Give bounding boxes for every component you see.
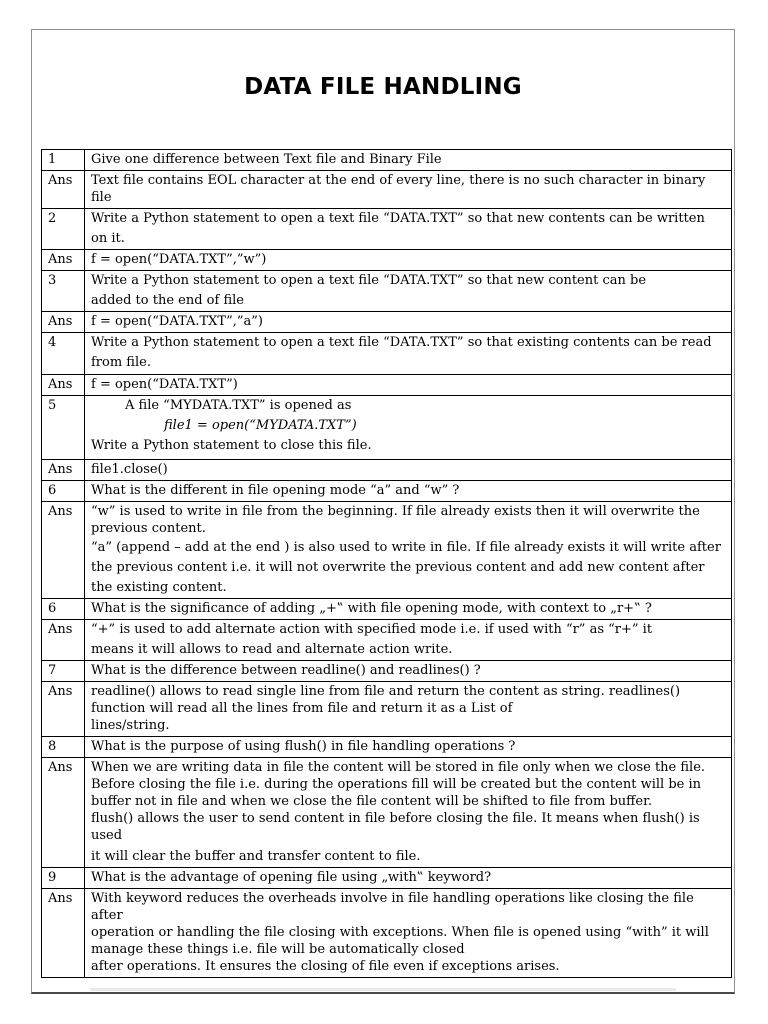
- text-line: What is the significance of adding „+‟ with file opening mode, with context to „r+‟ ?: [91, 601, 652, 616]
- text-line: the previous content i.e. it will not overwrite the previous content and add new content after: [91, 560, 705, 575]
- text-line: operation or handling the file closing with exceptions. When file is opened using “with” it will: [91, 925, 709, 940]
- question-number: 6: [42, 599, 85, 620]
- text-line: f = open(“DATA.TXT”,”w”): [91, 252, 267, 267]
- question-text: [85, 661, 732, 682]
- text-line: A file “MYDATA.TXT” is opened as: [125, 398, 352, 413]
- text-line: What is the difference between readline() and readlines() ?: [91, 663, 481, 678]
- text-line: file1 = open(“MYDATA.TXT”): [164, 418, 357, 433]
- answer-text: [85, 171, 732, 209]
- text-line: “a” (append – add at the end ) is also used to write in file. If file already exists it will write after: [91, 540, 721, 555]
- answer-label: Ans: [42, 758, 85, 868]
- question-row: [42, 661, 732, 682]
- question-number: 4: [42, 333, 85, 375]
- text-line: f = open(“DATA.TXT”,”a”): [91, 314, 263, 329]
- answer-text: [85, 312, 732, 333]
- answer-row: [42, 250, 732, 271]
- answer-row: [42, 460, 732, 481]
- answer-row: [42, 620, 732, 661]
- text-line: Write a Python statement to open a text file “DATA.TXT” so that new content can be: [91, 273, 647, 288]
- question-row: [42, 481, 732, 502]
- answer-label: Ans: [42, 502, 85, 599]
- text-line: Write a Python statement to open a text file “DATA.TXT” so that existing contents can be read: [91, 335, 712, 350]
- question-text: [85, 209, 732, 250]
- question-text: [85, 868, 732, 889]
- text-line: Write a Python statement to close this file.: [91, 438, 372, 453]
- answer-text: [85, 460, 732, 481]
- text-line: What is the advantage of opening file using „with‟ keyword?: [91, 870, 492, 885]
- answer-row: [42, 171, 732, 209]
- answer-label: Ans: [42, 171, 85, 209]
- text-line: f = open(“DATA.TXT”): [91, 377, 238, 392]
- text-line: added to the end of file: [91, 293, 244, 308]
- answer-row: [42, 375, 732, 396]
- answer-label: Ans: [42, 460, 85, 481]
- question-number: 7: [42, 661, 85, 682]
- answer-text: [85, 502, 732, 599]
- question-text: [85, 150, 732, 171]
- answer-text: [85, 889, 732, 978]
- text-line: lines/string.: [91, 718, 170, 733]
- question-row: [42, 333, 732, 375]
- text-line: With keyword reduces the overheads involve in file handling operations like closing the file after: [91, 891, 694, 923]
- qa-table: [41, 149, 732, 978]
- answer-row: [42, 682, 732, 737]
- answer-text: [85, 375, 732, 396]
- text-line: after operations. It ensures the closing of file even if exceptions arises.: [91, 959, 560, 974]
- question-text: [85, 396, 732, 460]
- answer-label: Ans: [42, 312, 85, 333]
- answer-label: Ans: [42, 889, 85, 978]
- text-line: previous content.: [91, 521, 206, 536]
- text-line: readline() allows to read single line from file and return the content as string. readlines(): [91, 684, 681, 699]
- text-line: it will clear the buffer and transfer content to file.: [91, 849, 421, 864]
- question-number: 5: [42, 396, 85, 460]
- answer-text: [85, 758, 732, 868]
- text-line: on it.: [91, 231, 125, 246]
- question-row: [42, 271, 732, 312]
- question-row: [42, 150, 732, 171]
- text-line: Before closing the file i.e. during the operations fill will be created but the content will be in: [91, 777, 701, 792]
- question-row: [42, 396, 732, 460]
- question-row: [42, 868, 732, 889]
- text-line: “w” is used to write in file from the beginning. If file already exists then it will overwrite the: [91, 504, 700, 519]
- text-line: Text file contains EOL character at the end of every line, there is no such character in binary file: [91, 173, 706, 205]
- page-title: DATA FILE HANDLING: [244, 74, 522, 100]
- page-footer-bar: [90, 988, 676, 991]
- text-line: means it will allows to read and alternate action write.: [91, 642, 453, 657]
- text-line: When we are writing data in file the content will be stored in file only when we close the file.: [91, 760, 706, 775]
- answer-row: [42, 758, 732, 868]
- question-text: [85, 599, 732, 620]
- question-number: 1: [42, 150, 85, 171]
- text-line: What is the different in file opening mode “a” and “w” ?: [91, 483, 460, 498]
- answer-text: [85, 250, 732, 271]
- answer-label: Ans: [42, 620, 85, 661]
- answer-label: Ans: [42, 250, 85, 271]
- text-line: the existing content.: [91, 580, 227, 595]
- answer-label: Ans: [42, 375, 85, 396]
- question-text: [85, 737, 732, 758]
- text-line: buffer not in file and when we close the file content will be shifted to file from buffer.: [91, 794, 652, 809]
- question-number: 2: [42, 209, 85, 250]
- text-line: flush() allows the user to send content in file before closing the file. It means when flush() is used: [91, 811, 700, 843]
- answer-label: Ans: [42, 682, 85, 737]
- question-text: [85, 333, 732, 375]
- text-line: function will read all the lines from file and return it as a List of: [91, 701, 513, 716]
- text-line: from file.: [91, 355, 151, 370]
- text-line: Write a Python statement to open a text file “DATA.TXT” so that new contents can be written: [91, 211, 705, 226]
- text-line: “+” is used to add alternate action with specified mode i.e. if used with “r” as “r+” it: [91, 622, 653, 637]
- answer-text: [85, 620, 732, 661]
- answer-row: [42, 889, 732, 978]
- question-row: [42, 599, 732, 620]
- text-line: manage these things i.e. file will be automatically closed: [91, 942, 465, 957]
- question-row: [42, 209, 732, 250]
- question-number: 6: [42, 481, 85, 502]
- text-line: file1.close(): [91, 462, 168, 477]
- question-number: 8: [42, 737, 85, 758]
- question-text: [85, 481, 732, 502]
- answer-row: [42, 502, 732, 599]
- text-line: Give one difference between Text file and Binary File: [91, 152, 442, 167]
- text-line: What is the purpose of using flush() in file handling operations ?: [91, 739, 516, 754]
- question-number: 9: [42, 868, 85, 889]
- question-row: [42, 737, 732, 758]
- answer-row: [42, 312, 732, 333]
- question-number: 3: [42, 271, 85, 312]
- question-text: [85, 271, 732, 312]
- answer-text: [85, 682, 732, 737]
